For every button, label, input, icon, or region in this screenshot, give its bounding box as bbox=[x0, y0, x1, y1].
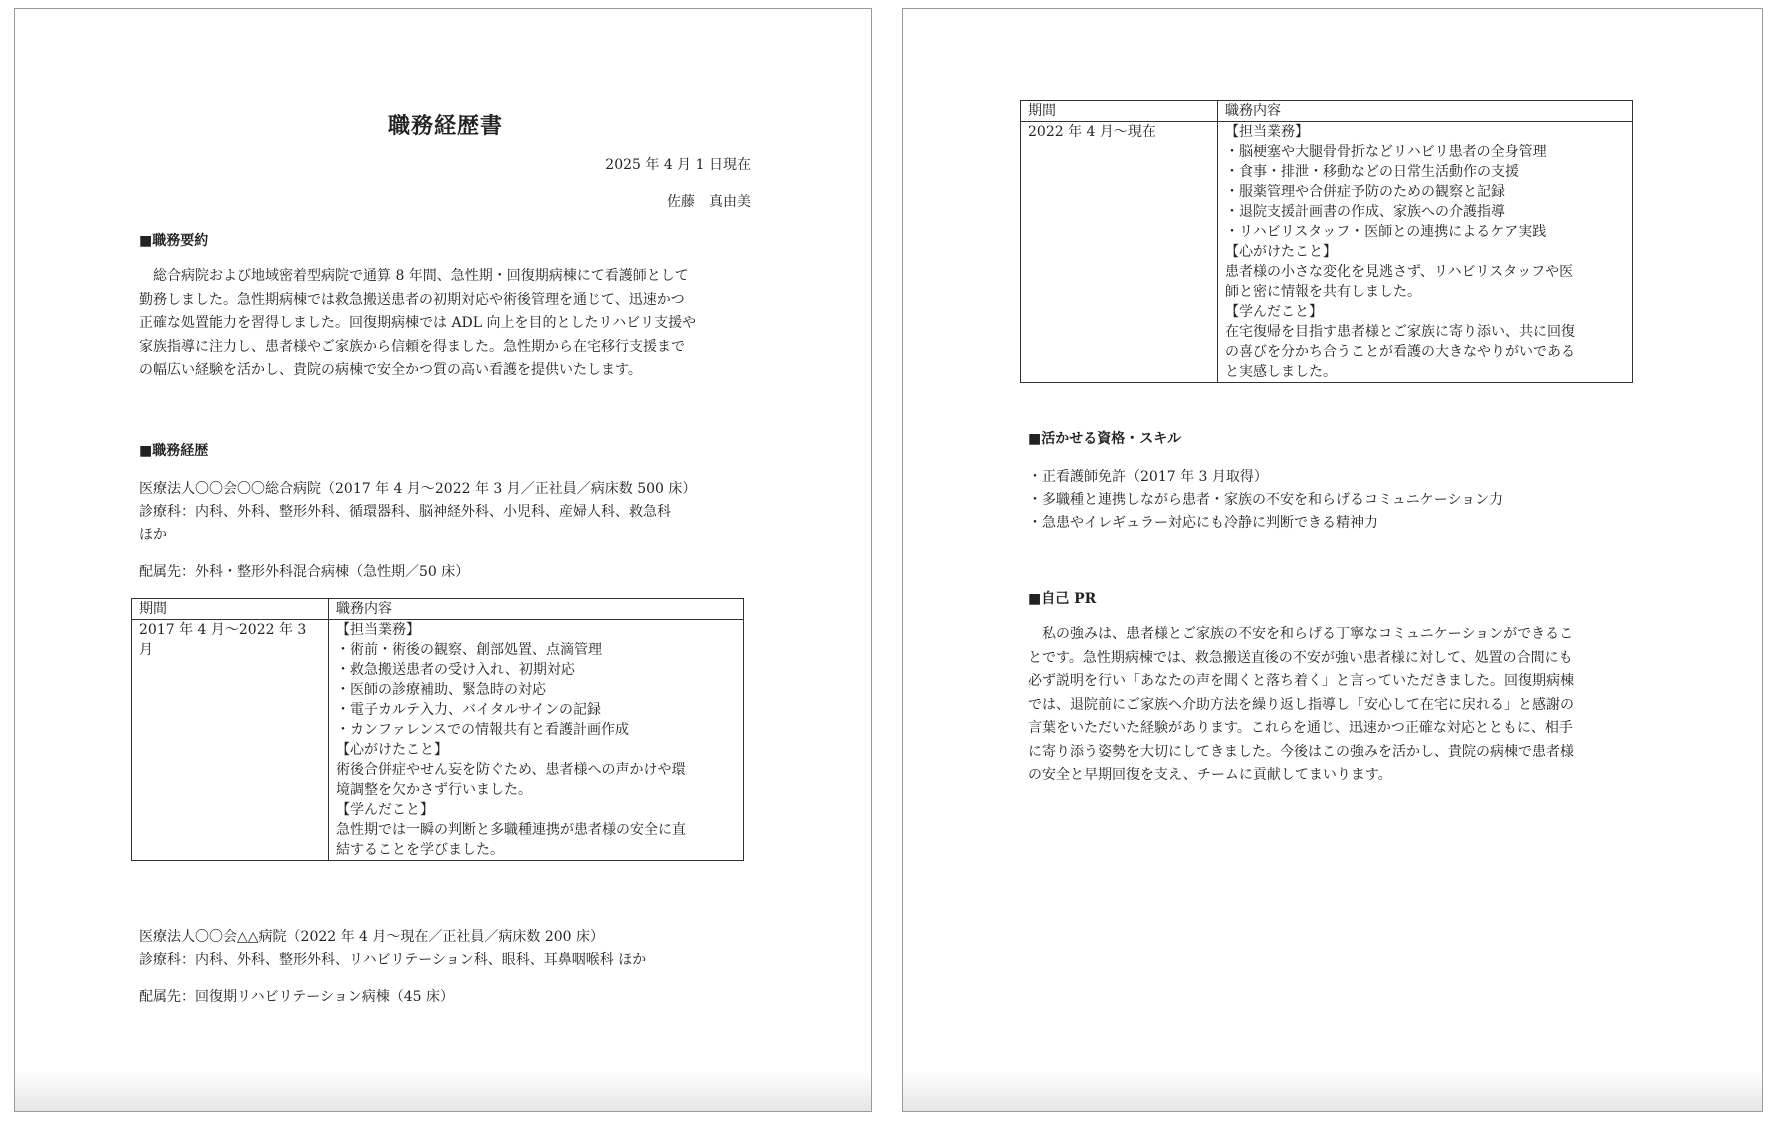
job2-assignment: 配属先：回復期リハビリテーション病棟（45 床） bbox=[139, 989, 455, 1005]
job-content-line: ・医師の診療補助、緊急時の対応 bbox=[336, 682, 546, 698]
document-page-2 bbox=[902, 8, 1763, 1112]
table-header-period: 期間 bbox=[132, 599, 329, 620]
pr-line: とです。急性期病棟では、救急搬送直後の不安が強い患者様に対して、処置の合間にも bbox=[1028, 649, 1573, 666]
pr-line: に寄り添う姿勢を大切にしてきました。今後はこの強みを活かし、貴院の病棟で患者様 bbox=[1028, 743, 1574, 760]
pr-line: 必ず説明を行い「あなたの声を聞くと落ち着く」と言っていただきました。回復期病棟 bbox=[1028, 673, 1574, 689]
job-content-line: 【担当業務】 bbox=[1225, 124, 1309, 140]
job-content-line: 患者様の小さな変化を見逃さず、リハビリスタッフや医 bbox=[1225, 264, 1574, 280]
table-header-content: 職務内容 bbox=[329, 599, 744, 620]
pr-line: 言葉をいただいた経験があります。これらを通じ、迅速かつ正確な対応とともに、相手 bbox=[1028, 720, 1573, 736]
job-content-line: ・服薬管理や合併症予防のための観察と記録 bbox=[1225, 184, 1505, 200]
pr-heading: ■自己 PR bbox=[1028, 591, 1097, 607]
job-content-line: 【学んだこと】 bbox=[1225, 304, 1323, 320]
job-content-line: 【心がけたこと】 bbox=[1225, 244, 1337, 260]
pr-line: 私の強みは、患者様とご家族の不安を和らげる丁寧なコミュニケーションができるこ bbox=[1028, 626, 1574, 642]
job2-table bbox=[1020, 100, 1633, 383]
skill-item: ・急患やイレギュラー対応にも冷静に判断できる精神力 bbox=[1028, 515, 1378, 531]
job-content-line: ・カンファレンスでの情報共有と看護計画作成 bbox=[336, 722, 629, 738]
table-row bbox=[1021, 122, 1633, 383]
history-heading: ■職務経歴 bbox=[139, 443, 209, 459]
job-content-line: 境調整を欠かさず行いました。 bbox=[336, 782, 532, 798]
summary-line: 家族指導に注力し、患者様やご家族から信頼を得ました。急性期から在宅移行支援まで bbox=[139, 338, 685, 355]
table-header-row bbox=[1021, 101, 1633, 122]
job-content-line: 【学んだこと】 bbox=[336, 802, 434, 818]
job1-assignment: 配属先：外科・整形外科混合病棟（急性期／50 床） bbox=[139, 564, 470, 580]
document-date: 2025 年 4 月 1 日現在 bbox=[605, 157, 751, 173]
job-content-line: ・術前・術後の観察、創部処置、点滴管理 bbox=[336, 642, 602, 658]
job1-table bbox=[131, 598, 744, 861]
job-content-line: ・食事・排泄・移動などの日常生活動作の支援 bbox=[1225, 164, 1519, 180]
summary-paragraph bbox=[139, 265, 696, 383]
job2-period: 2022 年 4 月～現在 bbox=[1021, 122, 1218, 383]
job-content-line: 師と密に情報を共有しました。 bbox=[1225, 284, 1421, 300]
table-header-period: 期間 bbox=[1021, 101, 1218, 122]
pr-line: では、退院前にご家族へ介助方法を繰り返し指導し「安心して在宅に戻れる」と感謝の bbox=[1028, 696, 1574, 713]
job-content-line: 【担当業務】 bbox=[336, 622, 420, 638]
table-header-row bbox=[132, 599, 744, 620]
skills-list bbox=[1028, 466, 1503, 535]
summary-line: 勤務しました。急性期病棟では救急搬送患者の初期対応や術後管理を通じて、迅速かつ bbox=[139, 291, 685, 308]
job1-hospital: 医療法人〇〇会〇〇総合病院（2017 年 4 月～2022 年 3 月／正社員／病床数 500 床） bbox=[139, 481, 697, 497]
table-row bbox=[132, 620, 744, 861]
job-content-line: 結することを学びました。 bbox=[336, 842, 504, 858]
summary-line: 正確な処置能力を習得しました。回復期病棟では ADL 向上を目的としたリハビリ支援や bbox=[139, 315, 697, 331]
job2-content bbox=[1218, 122, 1633, 383]
summary-line: 総合病院および地域密着型病院で通算 8 年間、急性期・回復期病棟にて看護師として bbox=[139, 268, 689, 284]
skills-heading: ■活かせる資格・スキル bbox=[1028, 431, 1182, 447]
job1-content bbox=[329, 620, 744, 861]
job-content-line: 【心がけたこと】 bbox=[336, 742, 448, 758]
table-header-content: 職務内容 bbox=[1218, 101, 1633, 122]
job1-period: 2017 年 4 月～2022 年 3 月 bbox=[132, 620, 329, 861]
job-content-line: 急性期では一瞬の判断と多職種連携が患者様の安全に直 bbox=[336, 822, 686, 838]
job-content-line: 術後合併症やせん妄を防ぐため、患者様への声かけや環 bbox=[336, 762, 686, 778]
job-content-line: ・救急搬送患者の受け入れ、初期対応 bbox=[336, 662, 575, 678]
job-content-line: ・退院支援計画書の作成、家族への介護指導 bbox=[1225, 204, 1505, 220]
job-content-line: ・脳梗塞や大腿骨骨折などリハビリ患者の全身管理 bbox=[1225, 144, 1547, 160]
job1-departments-cont: ほか bbox=[139, 527, 167, 543]
job-content-line: ・電子カルテ入力、バイタルサインの記録 bbox=[336, 702, 602, 718]
summary-line: の幅広い経験を活かし、貴院の病棟で安全かつ質の高い看護を提供いたします。 bbox=[139, 362, 642, 378]
summary-heading: ■職務要約 bbox=[139, 233, 209, 249]
skill-item: ・多職種と連携しながら患者・家族の不安を和らげるコミュニケーション力 bbox=[1028, 492, 1504, 508]
author-name: 佐藤 真由美 bbox=[667, 194, 751, 210]
job-content-line: ・リハビリスタッフ・医師との連携によるケア実践 bbox=[1225, 224, 1547, 240]
job-content-line: 在宅復帰を目指す患者様とご家族に寄り添い、共に回復 bbox=[1225, 324, 1575, 340]
job2-departments: 診療科：内科、外科、整形外科、リハビリテーション科、眼科、耳鼻咽喉科 ほか bbox=[139, 952, 647, 968]
pr-line: の安全と早期回復を支え、チームに貢献してまいります。 bbox=[1028, 767, 1392, 783]
pr-paragraph bbox=[1028, 623, 1574, 788]
document-title: 職務経歴書 bbox=[388, 113, 504, 139]
skill-item: ・正看護師免許（2017 年 3 月取得） bbox=[1028, 469, 1268, 485]
job1-departments: 診療科：内科、外科、整形外科、循環器科、脳神経外科、小児科、産婦人科、救急科 bbox=[139, 504, 671, 520]
document-page-1 bbox=[14, 8, 872, 1112]
job-content-line: と実感しました。 bbox=[1225, 364, 1337, 380]
job-content-line: の喜びを分かち合うことが看護の大きなやりがいである bbox=[1225, 344, 1575, 360]
job2-hospital: 医療法人〇〇会△△病院（2022 年 4 月～現在／正社員／病床数 200 床） bbox=[139, 929, 605, 945]
